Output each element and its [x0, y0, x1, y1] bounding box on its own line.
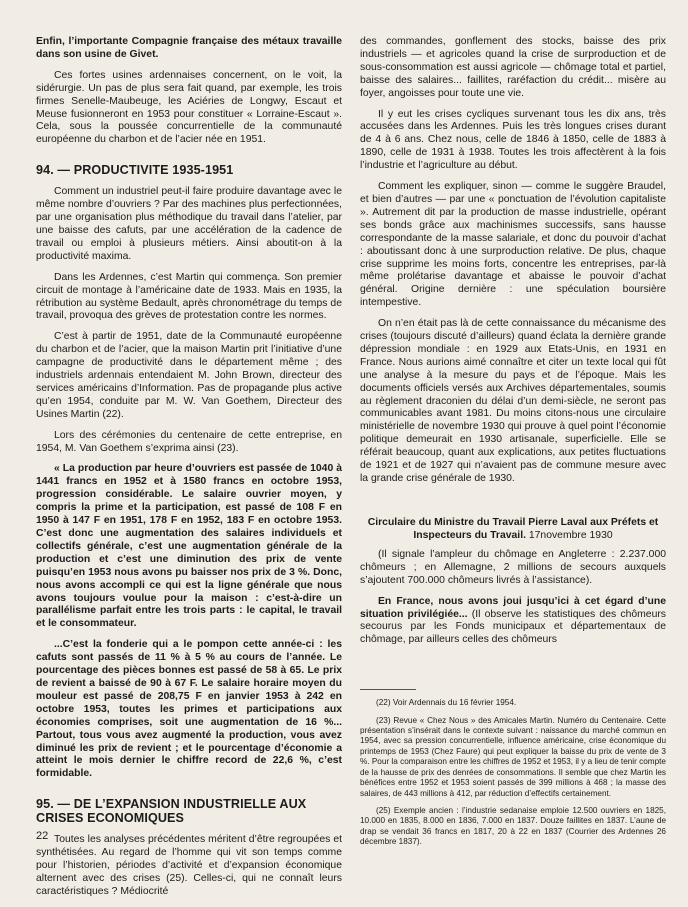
right-paragraph-1: des commandes, gonflement des stocks, baisse des prix industriels — et agricoles quand la crise de surproduction et de sous-consommation est aussi agricole — chômage total et partiel, baisse des salaires... faillites, raréfaction du crédit... misère au foyer, angoisses pour toute une vie.	[360, 36, 666, 99]
footnote-22: (22) Voir Ardennais du 16 février 1954.	[376, 698, 517, 708]
s94-paragraph-3: C’est à partir de 1951, date de la Communauté européenne du charbon et de l’acier, que la maison Martin prit l’initiative d’une campagne de productivité dans le département même ; des industriels ardennais entendaient M. John Brown, directeur des services américains d’Information. Pas de propagande plus active qu’en 1954, conduite par M. W. Van Goethem, Directeur des Usines Martin (22).	[36, 331, 342, 420]
s95-paragraph-1: Toutes les analyses précédentes méritent d’être regroupées et synthétisées. Au regard de l’homme qui vit son temps comme pour l’historien, périodes d’activité et d’expansion économique alternent avec des crises (25). Celles-ci, qui ne connaît leurs caractéristiques ? Médiocrité	[36, 834, 342, 897]
right-paragraph-4: On n’en était pas là de cette connaissance du mécanisme des crises (toujours discuté d’ailleurs) quand éclata la dernière grande dépression mondiale : en 1929 aux Etats-Unis, en 1931 en France. Nous aurions aimé connaître et citer un texte local qui fût une analyse à la mesure du pays et de l’époque. Mais les documents officiels versés aux Archives départementales, soumis au règlement draconien du délai d’un demi-siècle, ne seront pas communicables avant 1981. Du moins citons-nous une circulaire ministérielle de novembre 1930 qui prouve à quel point l’économie politique demeurait en 1930 artisanale, superficielle. Elle se référait beaucoup, quant aux explications, aux petites fluctuations de 1921 et de 1927 qui n’avaient pas de commune mesure avec la grande crise générale de 1930.	[360, 318, 666, 484]
circular-date: 17novembre 1930	[528, 530, 613, 542]
page-number: 22	[36, 830, 49, 842]
footnote-25: (25) Exemple ancien : l’industrie sedanaise emploie 12.500 ouvriers en 1825, 10.000 en 1835, 8.000 en 1836, 7.000 en 1837. Douze faillites en 1837. L’aune de drap se vendait 36 francs en 1817, 20 à 22 en 1837 (Courrier des Ardennes 26 décembre 1837).	[360, 805, 666, 847]
circular-paragraph-2	[360, 596, 666, 648]
right-paragraph-2: Il y eut les crises cycliques survenant tous les dix ans, très accusées dans les Ardennes. Puis les très longues crises durant de 4 à 6 ans. Chez nous, celle de 1846 à 1850, celle de 1883 à 1890, celle de 1931 à 1938. Toutes les trois affectèrent à la fois l’industrie et l’agriculture au début.	[360, 108, 666, 172]
intro-heading: Enfin, l’importante Compagnie française des métaux travaille dans son usine de Givet.	[36, 36, 342, 60]
circular-title	[360, 516, 666, 543]
quote-paragraph-1: « La production par heure d’ouvriers est passée de 1040 à 1441 francs en 1952 et à 1580 francs en octobre 1953, progression considérable. Le salaire ouvrier moyen, y compris la prime et la participation, est passé de 108 F en 1950 à 147 F en 1951, 178 F en 1952, 183 F en octobre 1953. C’est donc une augmentation des salaires individuels et collectifs générale, c’est une augmentation générale de la production et c’est une diminution des prix de vente puisqu’en 1953 nous avons pu baisser nos prix de 3 %. Donc, nous avons accompli ce qui est la ligne générale que nous avons toujours voulue pour la maison : c’est-à-dire un parallélisme parfait entre les trois parts : le capital, le travail et le consommateur.	[36, 463, 342, 630]
footnotes	[360, 698, 666, 847]
right-column	[360, 36, 666, 855]
circular-paragraph-2-rest: (Il observe les statistiques des chômeurs secourus par les Fonds municipaux et départementaux de chômage, par ailleurs celles des chômeurs	[360, 608, 667, 646]
right-paragraph-3: Comment les expliquer, sinon — comme le suggère Braudel, et bien d’autres — par une « ponctuation de l’évolution capitaliste ». Autrement dit par la production de masse industrielle, opérant ses bonds grâce aux machinismes successifs, sans hausse correspondante de la masse salariale, et donc du pouvoir d’achat : aboutissant donc à une surproduction relative. De plus, chaque crise supprime les moins forts, concentre les entreprises, par-là même prolétarise davantage et abaisse le pouvoir d’achat général. Origine dernière : une spéculation boursière intempestive.	[360, 181, 666, 309]
section-94-title: 94. — PRODUCTIVITE 1935-1951	[36, 163, 234, 178]
s94-paragraph-1: Comment un industriel peut-il faire produire davantage avec le même nombre d’ouvriers ? Par des machines plus perfectionnées, par une organisation plus méthodique du travail dans l’atelier, par une baisse des cafuts, par une accélération de la cadence de travail ou emploi à plusieurs métiers. Ainsi aboutit-on à la productivité maxima.	[36, 186, 342, 262]
s94-paragraph-2: Dans les Ardennes, c’est Martin qui commença. Son premier circuit de montage à l’américaine date de 1933. Mais en 1935, la rétribution au système Bedault, après chronométrage du temps de travail, provoqua des grèves de protestation contre les normes.	[36, 271, 342, 322]
left-column	[36, 36, 342, 907]
circular-title-text: Circulaire du Ministre du Travail Pierre Laval aux Préfets et Inspecteurs du Travail.	[367, 516, 659, 542]
footnote-23: (23) Revue « Chez Nous » des Amicales Martin. Numéro du Centenaire. Cette présentation s’insérait dans le contexte suivant : naissance du marché commun en 1954, avec sa pression concurrentielle, influence américaine, crise économique du printemps de 1953 (Chez Faure) qui peut expliquer la baisse du prix de vente de 3 %. Pour la comparaison entre les chiffres de 1952 et 1953, il y a lieu de tenir compte de la hausse de prix des denrées de consommations. Il semble que chez Martin les bénéfices entre 1952 et 1953 soient passés de 399 millions à 468 ; la masse des salaires, de 443 millions à 412, par réduction d’effectifs certainement.	[360, 715, 666, 798]
s94-paragraph-4: Lors des cérémonies du centenaire de cette entreprise, en 1954, M. Van Goethem s’exprima ainsi (23).	[36, 429, 342, 454]
footnote-divider	[360, 689, 416, 690]
intro-paragraph: Ces fortes usines ardennaises concernent, on le voit, la sidérurgie. Un pas de plus sera fait quand, par exemple, les trois firmes Senelle-Maubeuge, les Aciéries de Longwy, Escaut et Meuse fusionneront en 1953 pour constituer « Lorraine-Escaut ». Cela, sous la poussée concurrentielle de la communauté européenne du charbon et de l’acier née en 1951.	[36, 69, 342, 146]
circular-paragraph-1: (Il signale l’ampleur du chômage en Angleterre : 2.237.000 chômeurs ; en Allemagne, 2 millions de secours auxquels s’ajoutent 700.000 chômeurs livrés à l’assistance).	[360, 548, 666, 586]
section-95-title: 95. — DE L’EXPANSION INDUSTRIELLE AUX CRISES ECONOMIQUES	[36, 797, 307, 826]
quote-paragraph-2: ...C’est la fonderie qui a le pompon cette année-ci : les cafuts sont passés de 11 % à 5 % au cours de l’année. Le pourcentage des pièces bonnes est passé de 58 à 65. Le prix de revient a baissé de 90 à 67 F. Le salaire horaire moyen du mouleur est passé de 208,75 F en janvier 1953 à 242 en octobre 1953, toutes les primes et participations aux économies comprises, soit une augmentation de 16 %... Partout, tous vous avez augmenté la production, vous avez diminué les prix de revient ; et le pourcentage d’économie a atteint le mois dernier le chiffre record de 22,6 %, c’est formidable.	[36, 639, 342, 780]
circular-paragraph-2-bold: En France, nous avons joui jusqu’ici à cet égard d’une situation privilégiée...	[360, 595, 666, 620]
